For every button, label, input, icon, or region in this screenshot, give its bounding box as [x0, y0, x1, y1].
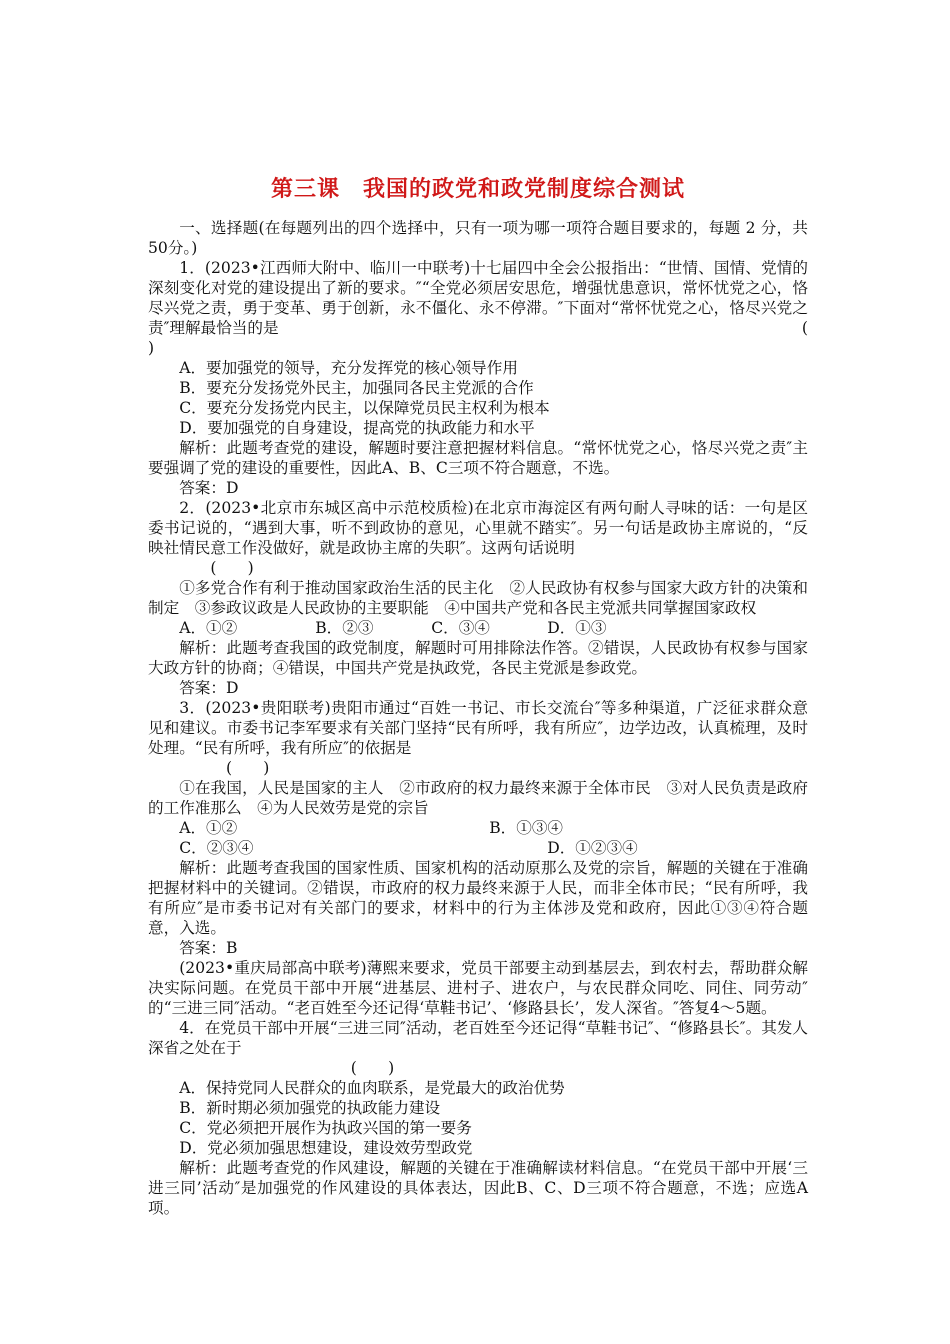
question-2-stem: 2．(2023•北京市东城区高中示范校质检)在北京市海淀区有两句耐人寻味的话：一句是区委书记说的，“遇到大事，听不到政协的意见，心里就不踏实″。另一句话是政协主席说的，“反映社情民意工作没做好，就是政协主席的失职″。这两句话说明: [148, 499, 808, 557]
question-2-option-a: A．①②: [179, 619, 238, 637]
question-3: [148, 698, 808, 958]
question-1-option-b: B．要充分发扬党外民主，加强同各民主党派的合作: [179, 379, 534, 397]
question-2-statements: ①多党合作有利于推动国家政治生活的民主化 ②人民政协有权参与国家大政方针的决策和制定 ③参政议政是人民政协的主要职能 ④中国共产党和各民主党派共同掌握国家政权: [148, 579, 808, 617]
question-4-stem: 4．在党员干部中开展“三进三同″活动，老百姓至今还记得“草鞋书记″、“修路县长″。其发人深省之处在于: [148, 1019, 808, 1057]
document-page: [148, 170, 808, 1218]
question-3-option-d: D．①②③④: [547, 839, 638, 857]
page-title: 第三课 我国的政党和政党制度综合测试: [270, 176, 685, 202]
question-4-option-d: D．党必须加强思想建设，建设效劳型政党: [179, 1139, 473, 1157]
question-1-stem-text: 1．(2023•江西师大附中、临川一中联考)十七届四中全会公报指出：“世情、国情、党情的深刻变化对党的建设提出了新的要求。″“全党必须居安思危，增强忧患意识，常怀忧党之心，恪尽兴党之责，勇于变革、勇于创新，永不僵化、永不停滞。″下面对“常怀忧党之心，恪尽兴党之责″理解最恰当的是: [148, 259, 808, 337]
question-3-option-c: C．②③④: [179, 839, 254, 857]
question-2-options: [148, 618, 808, 638]
question-3-bracket: ( ): [226, 759, 270, 777]
question-1-option-c: C．要充分发扬党内民主，以保障党员民主权利为根本: [179, 399, 550, 417]
question-4: [148, 1018, 808, 1218]
question-1-bracket-close: ): [148, 339, 155, 357]
question-1: [148, 258, 808, 498]
question-2-option-d: D．①③: [547, 619, 607, 637]
question-1-option-a: A．要加强党的领导，充分发挥党的核心领导作用: [179, 359, 518, 377]
question-2-bracket: ( ): [210, 559, 254, 577]
question-3-options-row-2: [148, 838, 808, 858]
question-3-answer: 答案：B: [179, 939, 238, 957]
question-4-analysis: 解析：此题考查党的作风建设，解题的关键在于准确解读材料信息。“在党员干部中开展‘三进三同’活动″是加强党的作风建设的具体表达，因此B、C、D三项不符合题意，不选；应选A项。: [148, 1159, 808, 1217]
question-1-option-d: D．要加强党的自身建设，提高党的执政能力和水平: [179, 419, 535, 437]
question-4-option-a: A．保持党同人民群众的血肉联系，是党最大的政治优势: [179, 1079, 565, 1097]
question-3-stem: 3．(2023•贵阳联考)贵阳市通过“百姓一书记、市长交流台″等多种渠道，广泛征求群众意见和建议。市委书记李军要求有关部门坚持“民有所呼，我有所应″，边学边改，认真梳理，及时处理。“民有所呼，我有所应″的依据是: [148, 699, 808, 757]
question-1-analysis: 解析：此题考查党的建设，解题时要注意把握材料信息。“常怀忧党之心，恪尽兴党之责″主要强调了党的建设的重要性，因此A、B、C三项不符合题意，不选。: [148, 439, 808, 477]
material-4-5: (2023•重庆局部高中联考)薄熙来要求，党员干部要主动到基层去，到农村去，帮助群众解决实际问题。在党员干部中开展“进基层、进村子、进农户，与农民群众同吃、同住、同劳动″的“三进三同″活动。“老百姓至今还记得‘草鞋书记’、‘修路县长’，发人深省。″答复4～5题。: [148, 959, 808, 1017]
question-3-options-row-1: [148, 818, 808, 838]
question-1-stem: [148, 258, 808, 338]
question-2-option-c: C．③④: [431, 619, 490, 637]
question-4-bracket: ( ): [350, 1059, 395, 1077]
question-2-option-b: B．②③: [315, 619, 374, 637]
question-2-analysis: 解析：此题考查我国的政党制度，解题时可用排除法作答。②错误，人民政协有权参与国家大政方针的协商；④错误，中国共产党是执政党，各民主党派是参政党。: [148, 639, 808, 677]
question-2: [148, 498, 808, 698]
question-2-answer: 答案：D: [179, 679, 239, 697]
section-heading: 一、选择题(在每题列出的四个选择中，只有一项为哪一项符合题目要求的，每题 2 分，共50分。): [148, 219, 808, 257]
question-3-analysis: 解析：此题考查我国的国家性质、国家机构的活动原那么及党的宗旨，解题的关键在于准确把握材料中的关键词。②错误，市政府的权力最终来源于人民，而非全体市民；“民有所呼，我有所应″是市委书记对有关部门的要求，材料中的行为主体涉及党和政府，因此①③④符合题意，入选。: [148, 859, 808, 937]
question-3-option-b: B．①③④: [489, 819, 564, 837]
question-1-bracket-open: (: [801, 319, 808, 337]
question-3-option-a: A．①②: [179, 819, 238, 837]
question-4-option-c: C．党必须把开展作为执政兴国的第一要务: [179, 1119, 472, 1137]
question-3-statements: ①在我国，人民是国家的主人 ②市政府的权力最终来源于全体市民 ③对人民负责是政府的工作准那么 ④为人民效劳是党的宗旨: [148, 779, 808, 817]
question-4-option-b: B．新时期必须加强党的执政能力建设: [179, 1099, 441, 1117]
question-1-answer: 答案：D: [179, 479, 239, 497]
